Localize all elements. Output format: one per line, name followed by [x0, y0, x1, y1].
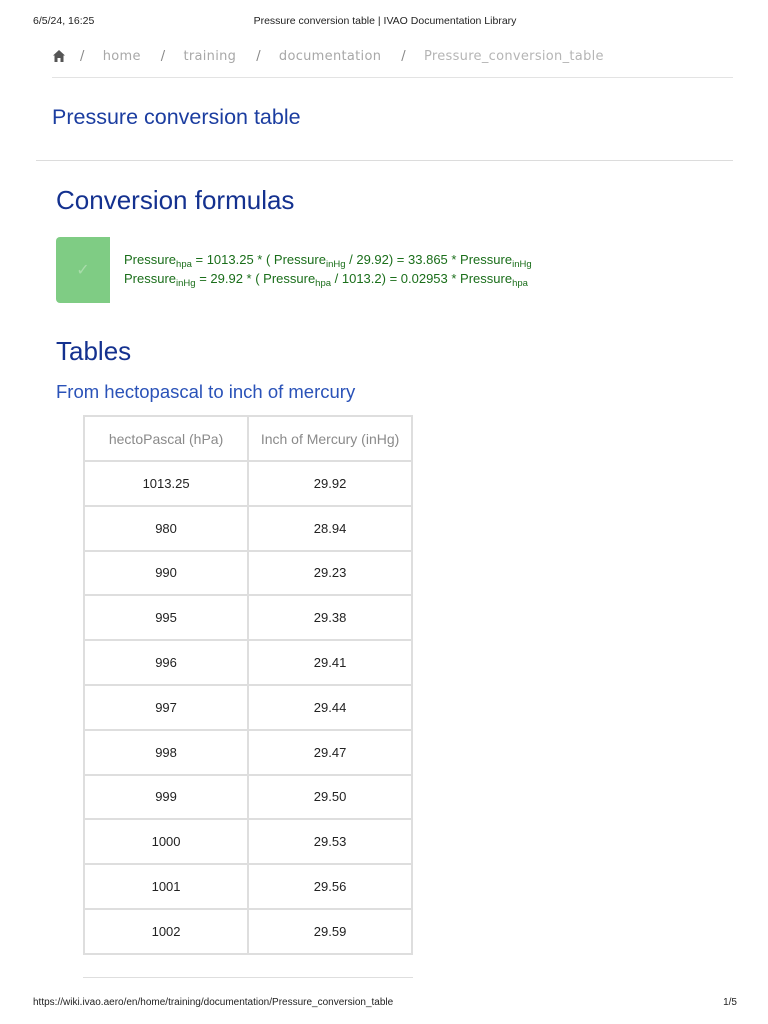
- cell-hpa: 997: [84, 685, 248, 730]
- cell-hpa: 1000: [84, 819, 248, 864]
- conversion-table: [83, 415, 413, 955]
- check-icon: ✓: [76, 262, 90, 279]
- cell-inhg: 29.44: [248, 685, 412, 730]
- table-row: [84, 506, 412, 551]
- breadcrumb: [52, 46, 624, 66]
- heading-conversion-formulas: Conversion formulas: [56, 185, 295, 215]
- cell-inhg: 29.47: [248, 730, 412, 775]
- breadcrumb-training[interactable]: training: [183, 48, 237, 64]
- home-icon[interactable]: [52, 49, 66, 63]
- table-row: [84, 461, 412, 506]
- cell-inhg: 29.53: [248, 819, 412, 864]
- print-date: 6/5/24, 16:25: [33, 15, 95, 27]
- cell-hpa: 980: [84, 506, 248, 551]
- table-header-row: [84, 416, 412, 461]
- heading-hpa-to-inhg: From hectopascal to inch of mercury: [56, 381, 356, 402]
- divider: [83, 977, 413, 978]
- column-header-inhg: Inch of Mercury (inHg): [248, 416, 412, 461]
- table-row: [84, 819, 412, 864]
- column-header-hpa: hectoPascal (hPa): [84, 416, 248, 461]
- table-row: [84, 551, 412, 596]
- page-number: 1/5: [723, 997, 737, 1008]
- table-row: [84, 595, 412, 640]
- divider: [52, 77, 733, 78]
- cell-inhg: 29.59: [248, 909, 412, 954]
- cell-hpa: 996: [84, 640, 248, 685]
- breadcrumb-separator: /: [160, 48, 166, 64]
- cell-inhg: 29.50: [248, 775, 412, 820]
- cell-inhg: 29.23: [248, 551, 412, 596]
- formula-hpa: Pressure$_{hpa}$ = 1013.25 * ( Pressure$_{inHg}$ / 29.92) = 33.865 * Pressure$_{inHg}$: [124, 252, 532, 270]
- table-row: [84, 685, 412, 730]
- cell-inhg: 29.38: [248, 595, 412, 640]
- heading-tables: Tables: [56, 336, 132, 366]
- cell-hpa: 999: [84, 775, 248, 820]
- cell-hpa: 995: [84, 595, 248, 640]
- cell-inhg: 29.41: [248, 640, 412, 685]
- cell-inhg: 29.92: [248, 461, 412, 506]
- cell-hpa: 990: [84, 551, 248, 596]
- cell-hpa: 1013.25: [84, 461, 248, 506]
- print-header: [33, 15, 737, 29]
- breadcrumb-documentation[interactable]: documentation: [278, 48, 382, 64]
- breadcrumb-separator: /: [256, 48, 261, 64]
- print-url: https://wiki.ivao.aero/en/home/training/documentation/Pressure_conversion_table: [33, 997, 394, 1008]
- cell-hpa: 998: [84, 730, 248, 775]
- table-row: [84, 640, 412, 685]
- callout-check-block: [56, 237, 110, 303]
- cell-hpa: 1001: [84, 864, 248, 909]
- table-row: [84, 775, 412, 820]
- table-row: [84, 909, 412, 954]
- print-doc-title: Pressure conversion table | IVAO Documentation Library: [253, 15, 517, 27]
- table-row: [84, 730, 412, 775]
- table-row: [84, 864, 412, 909]
- cell-hpa: 1002: [84, 909, 248, 954]
- formula-inhg: Pressure$_{inHg}$ = 29.92 * ( Pressure$_{hpa}$ / 1013.2) = 0.02953 * Pressure$_{hpa}$: [124, 271, 528, 289]
- cell-inhg: 29.56: [248, 864, 412, 909]
- breadcrumb-separator: /: [401, 48, 406, 64]
- cell-inhg: 28.94: [248, 506, 412, 551]
- breadcrumb-home[interactable]: home: [102, 48, 141, 64]
- page-title: Pressure conversion table: [52, 105, 301, 129]
- divider: [36, 160, 733, 161]
- breadcrumb-separator: /: [80, 48, 85, 64]
- breadcrumb-current: Pressure_conversion_table: [423, 48, 604, 64]
